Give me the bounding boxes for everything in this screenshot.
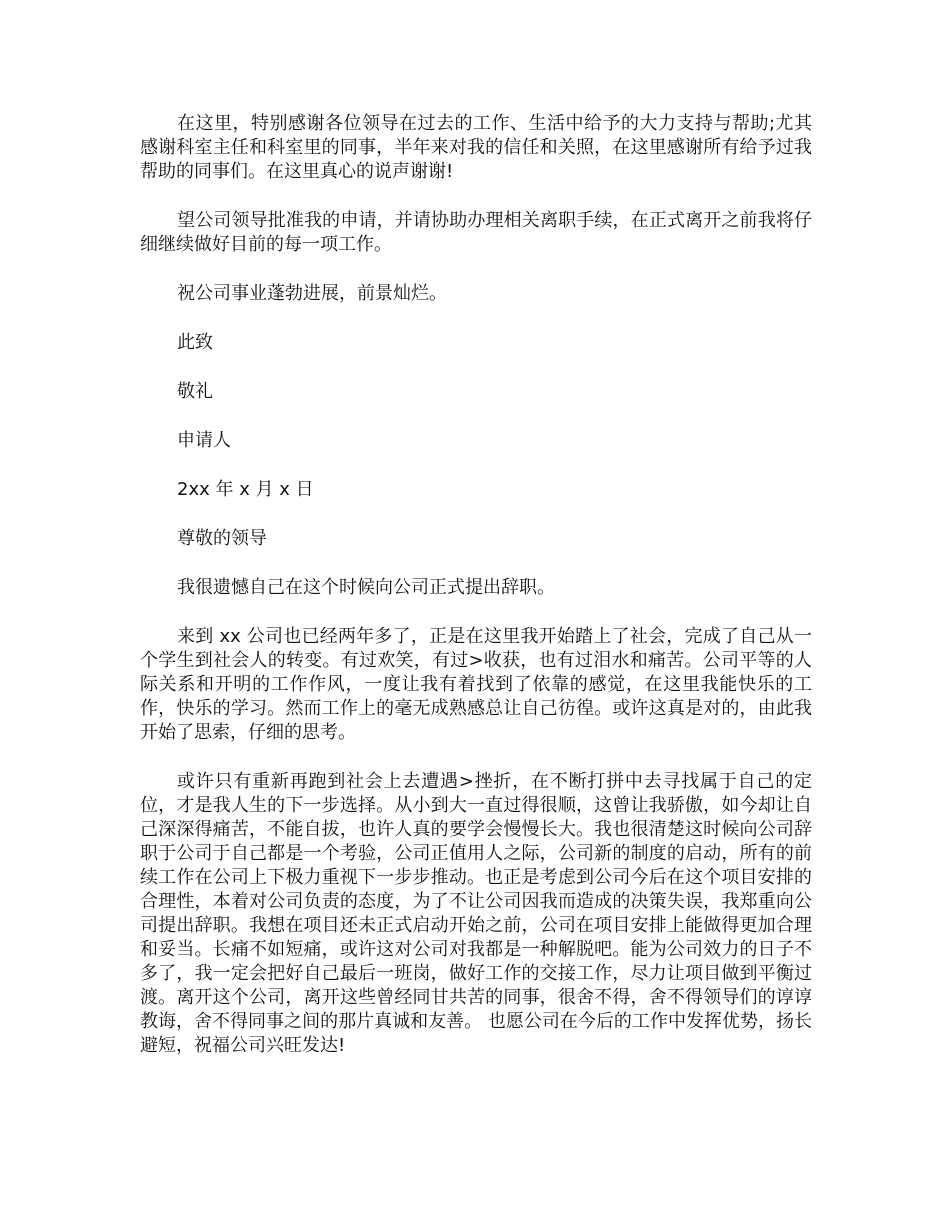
experience-paragraph: 来到 xx 公司也已经两年多了，正是在这里我开始踏上了社会，完成了自己从一个学生到社会人的转变。有过欢笑，有过>收获，也有过泪水和痛苦。公司平等的人际关系和开明的工作作风，一度让我有着找到了依靠的感觉，在这里我能快乐的工作，快乐的学习。然而工作上的毫无成熟感总让自己彷徨。或许这真是对的，由此我开始了思索，仔细的思考。 bbox=[140, 626, 812, 743]
document-body bbox=[140, 112, 812, 1083]
closing-salutation: 此致 bbox=[177, 332, 213, 353]
applicant-label: 申请人 bbox=[177, 430, 231, 451]
date-line: 2xx 年 x 月 x 日 bbox=[177, 479, 314, 500]
thanks-paragraph: 在这里，特别感谢各位领导在过去的工作、生活中给予的大力支持与帮助;尤其感谢科室主任和科室里的同事，半年来对我的信任和关照，在这里感谢所有给予过我帮助的同事们。在这里真心的说声谢谢! bbox=[140, 113, 812, 182]
reason-paragraph: 或许只有重新再跑到社会上去遭遇>挫折，在不断打拼中去寻找属于自己的定位，才是我人生的下一步选择。从小到大一直过得很顺，这曾让我骄傲，如今却让自己深深得痛苦，不能自拔，也许人真的要学会慢慢长大。我也很清楚这时候向公司辞职于公司于自己都是一个考验，公司正值用人之际，公司新的制度的启动，所有的前续工作在公司上下极力重视下一步步推动。也正是考虑到公司今后在这个项目安排的合理性，本着对公司负责的态度，为了不让公司因我而造成的决策失误，我郑重向公司提出辞职。我想在项目还未正式启动开始之前，公司在项目安排上能做得更加合理和妥当。长痛不如短痛，或许这对公司对我都是一种解脱吧。能为公司效力的日子不多了，我一定会把好自己最后一班岗，做好工作的交接工作，尽力让项目做到平衡过渡。离开这个公司，离开这些曾经同甘共苦的同事，很舍不得，舍不得领导们的谆谆教诲，舍不得同事之间的那片真诚和友善。 也愿公司在今后的工作中发挥优势，扬长避短，祝福公司兴旺发达! bbox=[140, 771, 812, 1056]
resignation-statement: 我很遗憾自己在这个时候向公司正式提出辞职。 bbox=[177, 577, 555, 598]
greeting-line: 尊敬的领导 bbox=[177, 528, 267, 549]
wishes-paragraph: 祝公司事业蓬勃进展，前景灿烂。 bbox=[177, 283, 447, 304]
request-paragraph: 望公司领导批准我的申请，并请协助办理相关离职手续，在正式离开之前我将仔细继续做好目前的每一项工作。 bbox=[140, 210, 812, 255]
closing-regards: 敬礼 bbox=[177, 381, 213, 402]
